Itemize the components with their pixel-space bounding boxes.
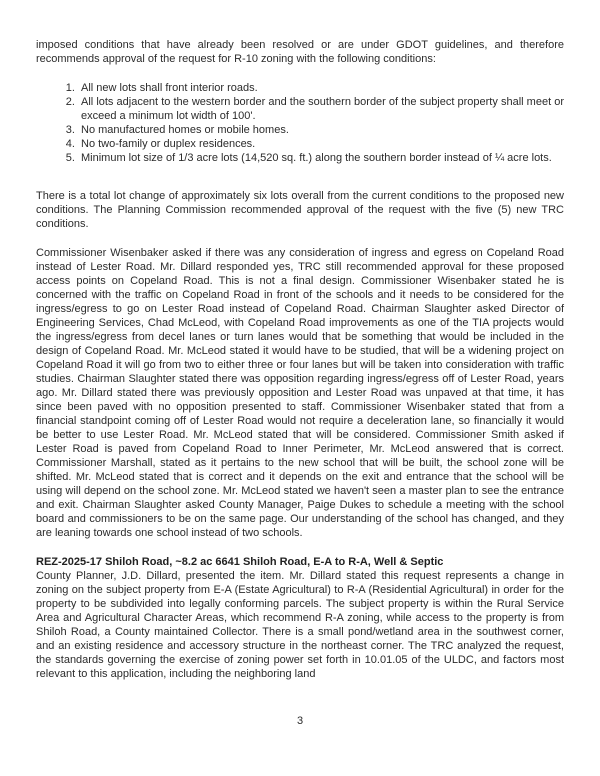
rez-item-body: County Planner, J.D. Dillard, presented the item. Mr. Dillard stated this request represents a change in zoning on the subject property from E-A (Estate Agricultural) to R-A (Residential Agricultural) in order for the property to be subdivided into legally conforming parcels. The subject property is within the Rural Service Area and Agricultural Character Areas, which recommend R-A zoning, while access to the property is from Shiloh Road, a County maintained Collector. There is a small pond/wetland area in the southwest corner, and an existing residence and accessory structure in the northeast corner. The TRC analyzed the request, the standards governing the exercise of zoning power set forth in 10.01.05 of the ULDC, and factors most relevant to this application, including the neighboring land [36,570,564,680]
condition-item-3: 3. No manufactured homes or mobile homes. [78,123,564,137]
condition-item-1: 1. All new lots shall front interior roads. [78,81,564,95]
condition-item-2: 2. All lots adjacent to the western border and the southern border of the subject property shall meet or exceed a minimum lot width of 100'. [78,95,564,123]
summary-paragraph: There is a total lot change of approximately six lots overall from the current conditions to the proposed new conditions. The Planning Commission recommended approval of the request with the five (5) new TRC conditions. [36,190,564,230]
rez-item-heading: REZ-2025-17 Shiloh Road, ~8.2 ac 6641 Shiloh Road, E-A to R-A, Well & Septic [36,556,444,568]
condition-item-4: 4. No two-family or duplex residences. [78,137,564,151]
condition-item-5: 5. Minimum lot size of 1/3 acre lots (14,520 sq. ft.) along the southern border instead of ¼ acre lots. [78,151,564,165]
intro-paragraph: imposed conditions that have already been resolved or are under GDOT guidelines, and therefore recommends approval of the request for R-10 zoning with the following conditions: [36,39,564,65]
page-number: 3 [296,715,304,727]
conditions-list [36,81,564,165]
discussion-paragraph: Commissioner Wisenbaker asked if there was any consideration of ingress and egress on Copeland Road instead of Lester Road. Mr. Dillard responded yes, TRC still recommended approval for these proposed access points on Copeland Road. This is not a final design. Commissioner Wisenbaker stated he is concerned with the traffic on Copeland Road in front of the schools and it needs to be considered for the ingress/egress to go on Lester Road instead of Copeland Road. Chairman Slaughter asked Director of Engineering Services, Chad McLeod, with Copeland Road improvements as one of the TIA projects would the ingress/egress from decel lanes or turn lanes would that be something that would be included in the design of Copeland Road. Mr. McLeod stated it would have to be studied, that will be a widening project on Copeland Road it will go from two to either three or four lanes but will be taken into consideration with traffic studies. Chairman Slaughter stated there was opposition regarding ingress/egress off of Lester Road, years ago. Mr. Dillard stated there was previously opposition and Lester Road was unpaved at that time, it has since been paved with no opposition presented to staff. Commissioner Wisenbaker stated that from a financial standpoint coming off of Lester Road would not require a deceleration lane, so financially it would be better to use Lester Road. Mr. McLeod stated that will be considered. Commissioner Smith asked if Lester Road is paved from Copeland Road to Inner Perimeter, Mr. McLeod answered that is correct. Commissioner Marshall, stated as it pertains to the new school that will be built, the school zone will be shifted. Mr. McLeod stated that is correct and it depends on the exit and entrance that the school will be using will depend on the school zone. Mr. McLeod stated we haven't seen a master plan to see the entrance and exit. Chairman Slaughter asked County Manager, Paige Dukes to schedule a meeting with the school board and commissioners to be on the same page. Our understanding of the school has changed, and they are leaning towards one school instead of two schools. [36,247,564,539]
